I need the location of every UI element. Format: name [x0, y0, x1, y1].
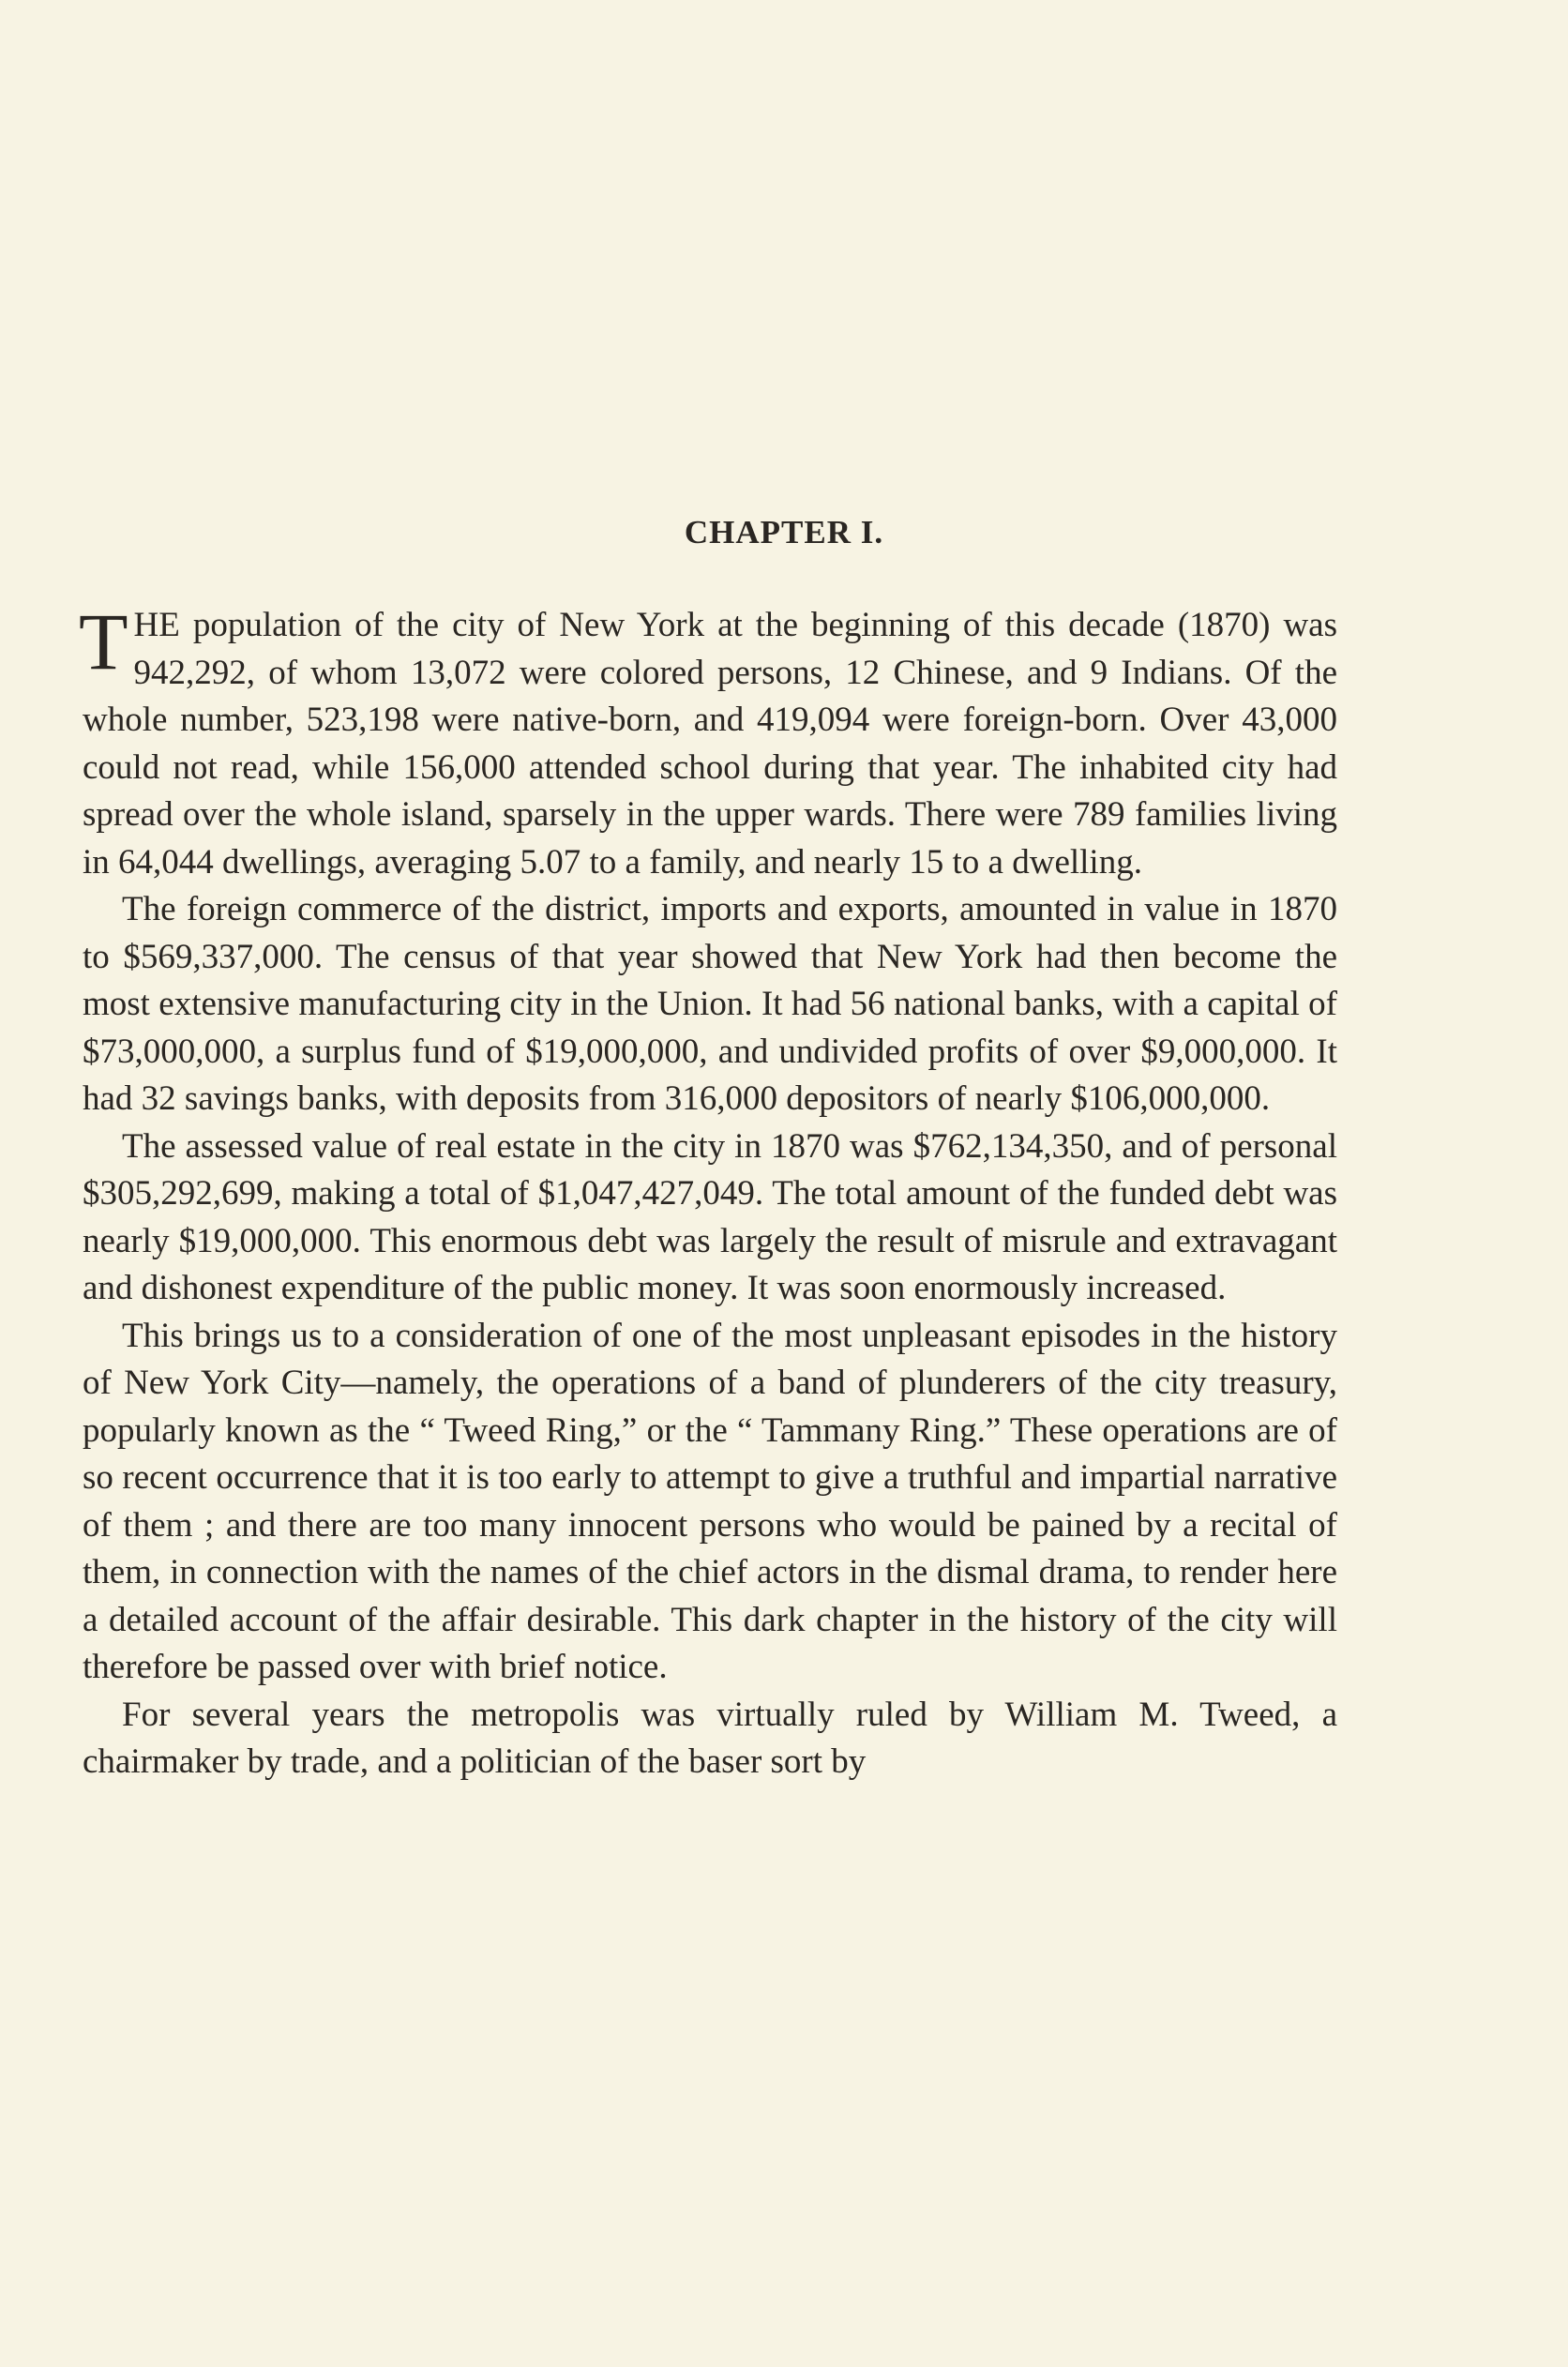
chapter-body [79, 596, 1337, 1787]
chapter-heading: CHAPTER I. [684, 514, 884, 550]
paragraph-1-text: HE population of the city of New York at the beginning of this decade (1870) was 942,292, of whom 13,072 were colored persons, 12 Chinese, and 9 Indians. Of the whole number, 523,198 were native-born, and 419,094 were foreign-born. Over 43,000 could not read, while 156,000 attended school during that year. The inhabited city had spread over the whole island, sparsely in the upper wards. There were 789 families living in 64,044 dwellings, averaging 5.07 to a family, and nearly 15 to a dwelling. [83, 606, 1337, 882]
paragraph-5: For several years the metropolis was virtually ruled by William M. Tweed, a chairmaker by trade, and a politician of the baser sort by [83, 1695, 1337, 1781]
paragraph-3: The assessed value of real estate in the city in 1870 was $762,134,350, and of personal $305,292,699, making a total of $1,047,427,049. The total amount of the funded debt was nearly $19,000,000. This enormous debt was largely the result of misrule and extravagant and dishonest expenditure of the public money. It was soon enormously increased. [83, 1126, 1337, 1307]
paragraph-1 [79, 596, 1337, 886]
paragraph-4: This brings us to a consideration of one of the most unpleasant episodes in the history of New York City—namely, the operations of a band of plunderers of the city treasury, popularly known as the “ Tweed Ring,” or the “ Tammany Ring.” These operations are of so recent occurrence that it is too early to attempt to give a truthful and impartial narrative of them ; and there are too many innocent persons who would be pained by a recital of them, in connection with the names of the chief actors in the dismal drama, to render here a detailed account of the affair desirable. This dark chapter in the history of the city will therefore be passed over with brief notice. [83, 1316, 1337, 1686]
paragraph-2: The foreign commerce of the district, imports and exports, amounted in value in 1870 to $569,337,000. The census of that year showed that New York had then become the most extensive manufacturing city in the Union. It had 56 national banks, with a capital of $73,000,000, a surplus fund of $19,000,000, and undivided profits of over $9,000,000. It had 32 savings banks, with deposits from 316,000 depositors of nearly $106,000,000. [83, 890, 1337, 1118]
drop-cap: T [79, 596, 128, 686]
